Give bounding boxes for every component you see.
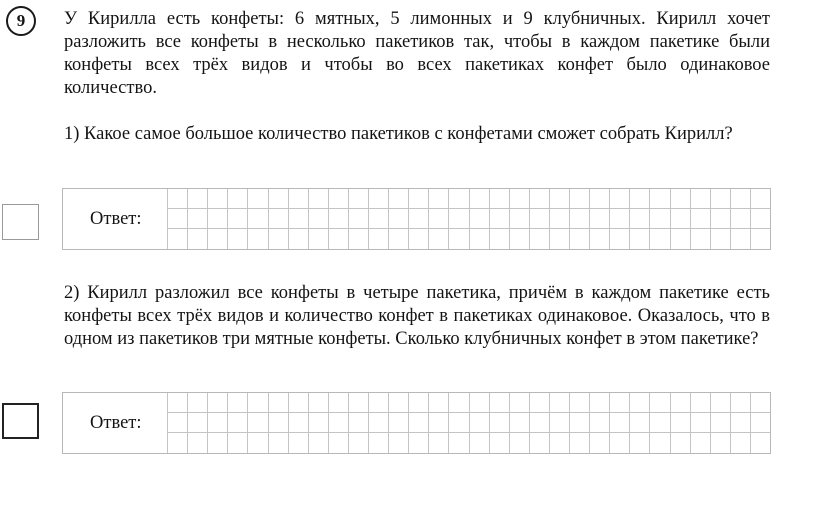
grid-cell[interactable] bbox=[629, 433, 649, 453]
grid-cell[interactable] bbox=[609, 189, 629, 209]
grid-cell[interactable] bbox=[529, 209, 549, 229]
grid-cell[interactable] bbox=[589, 433, 609, 453]
grid-cell[interactable] bbox=[368, 413, 388, 433]
grid-cell[interactable] bbox=[328, 189, 348, 209]
grid-cell[interactable] bbox=[368, 433, 388, 453]
grid-cell[interactable] bbox=[710, 189, 730, 209]
grid-cell[interactable] bbox=[609, 433, 629, 453]
grid-cell[interactable] bbox=[167, 433, 187, 453]
grid-cell[interactable] bbox=[569, 433, 589, 453]
grid-cell[interactable] bbox=[549, 209, 569, 229]
grid-cell[interactable] bbox=[428, 189, 448, 209]
task-number-badge bbox=[6, 6, 36, 36]
grid-cell[interactable] bbox=[710, 229, 730, 249]
grid-cell[interactable] bbox=[710, 433, 730, 453]
grid-cell[interactable] bbox=[549, 189, 569, 209]
grid-cell[interactable] bbox=[288, 433, 308, 453]
grid-cell[interactable] bbox=[167, 229, 187, 249]
grid-cell[interactable] bbox=[328, 229, 348, 249]
grid-cell[interactable] bbox=[388, 433, 408, 453]
grid-cell[interactable] bbox=[348, 209, 368, 229]
grid-cell[interactable] bbox=[227, 229, 247, 249]
question-1: 1) Какое самое большое количество пакетиков с конфетами сможет собрать Кирилл? bbox=[64, 124, 733, 144]
grid-cell[interactable] bbox=[328, 413, 348, 433]
grid-cell[interactable] bbox=[207, 189, 227, 209]
grid-cell[interactable] bbox=[629, 393, 649, 413]
grid-cell[interactable] bbox=[227, 393, 247, 413]
grid-cell[interactable] bbox=[629, 189, 649, 209]
grid-cell[interactable] bbox=[649, 229, 669, 249]
grid-cell[interactable] bbox=[469, 433, 489, 453]
grid-cell[interactable] bbox=[609, 393, 629, 413]
grid-cell[interactable] bbox=[348, 229, 368, 249]
grid-cell[interactable] bbox=[750, 413, 770, 433]
grid-cell[interactable] bbox=[227, 433, 247, 453]
answer-box-2 bbox=[62, 392, 771, 454]
grid-cell[interactable] bbox=[448, 413, 468, 433]
grid-cell[interactable] bbox=[690, 209, 710, 229]
grid-cell[interactable] bbox=[529, 413, 549, 433]
grid-cell[interactable] bbox=[569, 393, 589, 413]
grid-cell[interactable] bbox=[469, 229, 489, 249]
grid-cell[interactable] bbox=[750, 189, 770, 209]
task-number: 9 bbox=[16, 11, 26, 30]
grid-cell[interactable] bbox=[388, 413, 408, 433]
grid-cell[interactable] bbox=[509, 413, 529, 433]
grid-cell[interactable] bbox=[509, 433, 529, 453]
grid-cell[interactable] bbox=[750, 433, 770, 453]
grid-cell[interactable] bbox=[469, 189, 489, 209]
grid-cell[interactable] bbox=[529, 189, 549, 209]
grid-cell[interactable] bbox=[268, 189, 288, 209]
grid-cell[interactable] bbox=[690, 229, 710, 249]
grid-cell[interactable] bbox=[227, 189, 247, 209]
grid-cell[interactable] bbox=[288, 393, 308, 413]
grid-cell[interactable] bbox=[328, 209, 348, 229]
grid-cell[interactable] bbox=[167, 209, 187, 229]
grid-cell[interactable] bbox=[187, 413, 207, 433]
grid-cell[interactable] bbox=[288, 209, 308, 229]
grid-cell[interactable] bbox=[247, 209, 267, 229]
grid-cell[interactable] bbox=[589, 393, 609, 413]
grid-cell[interactable] bbox=[268, 433, 288, 453]
grid-cell[interactable] bbox=[448, 209, 468, 229]
grid-cell[interactable] bbox=[730, 229, 750, 249]
answer-label-2: Ответ: bbox=[90, 413, 142, 433]
grid-cell[interactable] bbox=[750, 209, 770, 229]
grid-cell[interactable] bbox=[609, 209, 629, 229]
answer-grid-1[interactable] bbox=[167, 189, 770, 249]
grid-cell[interactable] bbox=[268, 393, 288, 413]
task-condition: У Кирилла есть конфеты: 6 мятных, 5 лимонных и 9 клубничных. Кирилл хочет разложить все конфеты в несколько пакетиков так, чтобы в каждом пакетике были конфеты всех трёх видов и чтобы во всех пакетиках конфет было одинаковое количество. bbox=[64, 9, 770, 98]
grid-cell[interactable] bbox=[750, 229, 770, 249]
grid-cell[interactable] bbox=[428, 209, 448, 229]
grid-cell[interactable] bbox=[710, 393, 730, 413]
grid-cell[interactable] bbox=[348, 433, 368, 453]
grid-cell[interactable] bbox=[629, 229, 649, 249]
grid-cell[interactable] bbox=[408, 433, 428, 453]
grid-cell[interactable] bbox=[469, 393, 489, 413]
grid-cell[interactable] bbox=[569, 189, 589, 209]
grid-cell[interactable] bbox=[247, 393, 267, 413]
grid-cell[interactable] bbox=[670, 209, 690, 229]
grid-cell[interactable] bbox=[368, 393, 388, 413]
grid-cell[interactable] bbox=[670, 189, 690, 209]
grid-cell[interactable] bbox=[207, 433, 227, 453]
grid-cell[interactable] bbox=[489, 393, 509, 413]
grid-cell[interactable] bbox=[448, 189, 468, 209]
score-box-2 bbox=[2, 403, 39, 439]
grid-cell[interactable] bbox=[529, 229, 549, 249]
grid-cell[interactable] bbox=[649, 209, 669, 229]
question-2: 2) Кирилл разложил все конфеты в четыре пакетика, причём в каждом пакетике есть конфеты всех трёх видов и количество конфет в пакетиках одинаковое. Оказалось, что в одном из пакетиков три мятные конфеты. Сколько клубничных конфет в этом пакетике? bbox=[64, 283, 770, 349]
grid-cell[interactable] bbox=[649, 413, 669, 433]
grid-cell[interactable] bbox=[448, 393, 468, 413]
grid-cell[interactable] bbox=[469, 413, 489, 433]
grid-cell[interactable] bbox=[187, 209, 207, 229]
grid-cell[interactable] bbox=[448, 433, 468, 453]
grid-cell[interactable] bbox=[388, 393, 408, 413]
grid-cell[interactable] bbox=[529, 433, 549, 453]
grid-cell[interactable] bbox=[589, 413, 609, 433]
grid-cell[interactable] bbox=[710, 209, 730, 229]
grid-cell[interactable] bbox=[368, 209, 388, 229]
grid-cell[interactable] bbox=[348, 413, 368, 433]
grid-cell[interactable] bbox=[589, 189, 609, 209]
score-box-1 bbox=[2, 204, 39, 240]
grid-cell[interactable] bbox=[368, 189, 388, 209]
grid-cell[interactable] bbox=[730, 189, 750, 209]
grid-cell[interactable] bbox=[167, 413, 187, 433]
grid-cell[interactable] bbox=[288, 413, 308, 433]
grid-cell[interactable] bbox=[428, 393, 448, 413]
grid-cell[interactable] bbox=[489, 413, 509, 433]
grid-cell[interactable] bbox=[308, 393, 328, 413]
grid-cell[interactable] bbox=[549, 413, 569, 433]
grid-cell[interactable] bbox=[569, 229, 589, 249]
grid-cell[interactable] bbox=[448, 229, 468, 249]
grid-cell[interactable] bbox=[489, 229, 509, 249]
grid-cell[interactable] bbox=[649, 393, 669, 413]
answer-label-1: Ответ: bbox=[90, 209, 142, 229]
grid-cell[interactable] bbox=[207, 209, 227, 229]
grid-cell[interactable] bbox=[670, 229, 690, 249]
grid-cell[interactable] bbox=[408, 393, 428, 413]
grid-cell[interactable] bbox=[609, 229, 629, 249]
grid-cell[interactable] bbox=[207, 413, 227, 433]
grid-cell[interactable] bbox=[529, 393, 549, 413]
grid-cell[interactable] bbox=[649, 189, 669, 209]
grid-cell[interactable] bbox=[368, 229, 388, 249]
grid-cell[interactable] bbox=[629, 209, 649, 229]
grid-cell[interactable] bbox=[690, 393, 710, 413]
grid-cell[interactable] bbox=[348, 189, 368, 209]
grid-cell[interactable] bbox=[388, 189, 408, 209]
grid-cell[interactable] bbox=[428, 433, 448, 453]
grid-cell[interactable] bbox=[549, 393, 569, 413]
grid-cell[interactable] bbox=[710, 413, 730, 433]
grid-cell[interactable] bbox=[328, 393, 348, 413]
grid-cell[interactable] bbox=[167, 393, 187, 413]
grid-cell[interactable] bbox=[509, 189, 529, 209]
grid-cell[interactable] bbox=[690, 413, 710, 433]
grid-cell[interactable] bbox=[268, 229, 288, 249]
grid-cell[interactable] bbox=[308, 229, 328, 249]
grid-cell[interactable] bbox=[489, 209, 509, 229]
grid-cell[interactable] bbox=[288, 229, 308, 249]
grid-cell[interactable] bbox=[247, 189, 267, 209]
grid-cell[interactable] bbox=[207, 229, 227, 249]
grid-cell[interactable] bbox=[589, 209, 609, 229]
grid-cell[interactable] bbox=[408, 189, 428, 209]
grid-cell[interactable] bbox=[589, 229, 609, 249]
grid-cell[interactable] bbox=[569, 209, 589, 229]
grid-cell[interactable] bbox=[509, 229, 529, 249]
grid-cell[interactable] bbox=[670, 413, 690, 433]
grid-cell[interactable] bbox=[730, 413, 750, 433]
grid-cell[interactable] bbox=[509, 209, 529, 229]
grid-cell[interactable] bbox=[489, 189, 509, 209]
grid-cell[interactable] bbox=[408, 209, 428, 229]
grid-cell[interactable] bbox=[428, 413, 448, 433]
grid-cell[interactable] bbox=[187, 189, 207, 209]
grid-cell[interactable] bbox=[187, 433, 207, 453]
grid-cell[interactable] bbox=[227, 413, 247, 433]
grid-cell[interactable] bbox=[187, 229, 207, 249]
grid-cell[interactable] bbox=[730, 209, 750, 229]
grid-cell[interactable] bbox=[549, 433, 569, 453]
grid-cell[interactable] bbox=[750, 393, 770, 413]
grid-cell[interactable] bbox=[167, 189, 187, 209]
grid-cell[interactable] bbox=[268, 413, 288, 433]
grid-cell[interactable] bbox=[670, 393, 690, 413]
grid-cell[interactable] bbox=[207, 393, 227, 413]
grid-cell[interactable] bbox=[388, 209, 408, 229]
grid-cell[interactable] bbox=[247, 433, 267, 453]
grid-cell[interactable] bbox=[690, 189, 710, 209]
grid-cell[interactable] bbox=[609, 413, 629, 433]
grid-cell[interactable] bbox=[247, 229, 267, 249]
grid-cell[interactable] bbox=[629, 413, 649, 433]
grid-cell[interactable] bbox=[288, 189, 308, 209]
grid-cell[interactable] bbox=[549, 229, 569, 249]
grid-cell[interactable] bbox=[509, 393, 529, 413]
grid-cell[interactable] bbox=[569, 413, 589, 433]
grid-cell[interactable] bbox=[247, 413, 267, 433]
grid-cell[interactable] bbox=[730, 393, 750, 413]
grid-cell[interactable] bbox=[489, 433, 509, 453]
grid-cell[interactable] bbox=[428, 229, 448, 249]
grid-cell[interactable] bbox=[308, 189, 328, 209]
grid-cell[interactable] bbox=[730, 433, 750, 453]
grid-cell[interactable] bbox=[268, 209, 288, 229]
grid-cell[interactable] bbox=[187, 393, 207, 413]
grid-cell[interactable] bbox=[469, 209, 489, 229]
grid-cell[interactable] bbox=[408, 229, 428, 249]
grid-cell[interactable] bbox=[649, 433, 669, 453]
grid-cell[interactable] bbox=[348, 393, 368, 413]
grid-cell[interactable] bbox=[328, 433, 348, 453]
grid-cell[interactable] bbox=[670, 433, 690, 453]
answer-grid-2[interactable] bbox=[167, 393, 770, 453]
grid-cell[interactable] bbox=[308, 413, 328, 433]
grid-cell[interactable] bbox=[308, 209, 328, 229]
grid-cell[interactable] bbox=[308, 433, 328, 453]
answer-box-1 bbox=[62, 188, 771, 250]
grid-cell[interactable] bbox=[408, 413, 428, 433]
grid-cell[interactable] bbox=[690, 433, 710, 453]
grid-cell[interactable] bbox=[388, 229, 408, 249]
grid-cell[interactable] bbox=[227, 209, 247, 229]
